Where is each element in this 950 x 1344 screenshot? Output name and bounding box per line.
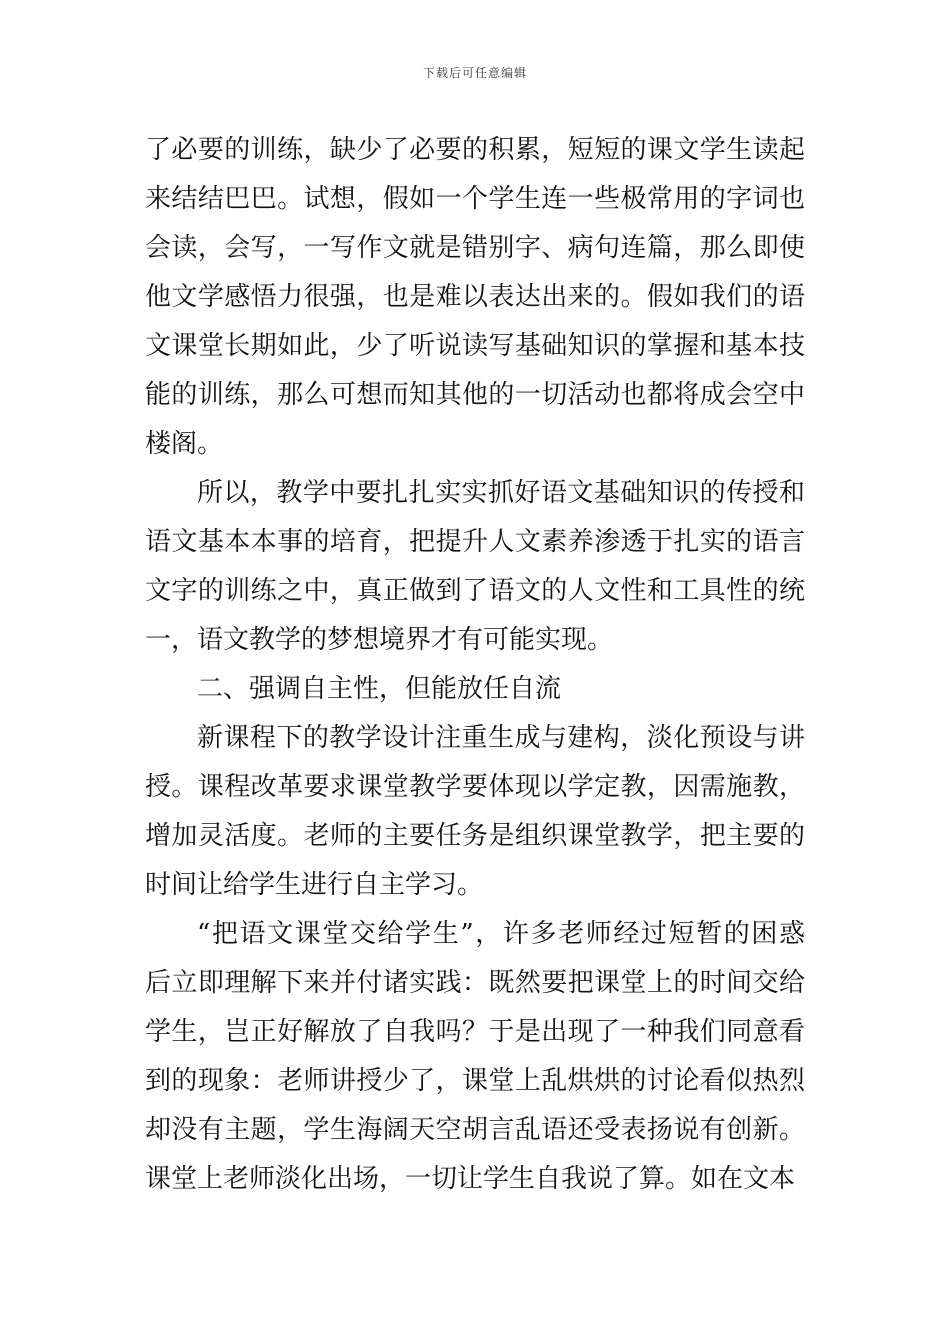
text-line: 时间让给学生进行自主学习。 [145, 870, 484, 900]
text-line: 他文学感悟力很强，也是难以表达出来的。假如我们的语 [145, 282, 805, 312]
page-header: 下载后可任意编辑 [422, 66, 527, 80]
body-text [145, 126, 805, 1204]
text-line: 了必要的训练，缺少了必要的积累，短短的课文学生读起 [145, 135, 805, 165]
text-line: 所以，教学中要扎扎实实抓好语文基础知识的传授和 [197, 478, 805, 508]
text-line: 文字的训练之中，真正做到了语文的人文性和工具性的统 [145, 576, 805, 606]
text-line: 文课堂长期如此，少了听说读写基础知识的掌握和基本技 [145, 331, 805, 361]
text-line: 学生，岂正好解放了自我吗？于是出现了一种我们同意看 [145, 1017, 805, 1047]
paragraph [145, 469, 805, 665]
text-line: 新课程下的教学设计注重生成与建构，淡化预设与讲 [197, 723, 805, 753]
text-line: 到的现象：老师讲授少了，课堂上乱烘烘的讨论看似热烈 [145, 1066, 805, 1096]
text-line: 增加灵活度。老师的主要任务是组织课堂教学，把主要的 [145, 821, 805, 851]
text-line: 课堂上老师淡化出场，一切让学生自我说了算。如在文本 [145, 1164, 796, 1194]
text-line: 授。课程改革要求课堂教学要体现以学定教，因需施教， [145, 772, 805, 802]
text-line: 能的训练，那么可想而知其他的一切活动也都将成会空中 [145, 380, 805, 410]
paragraph [145, 665, 805, 714]
paragraph [145, 714, 805, 910]
paragraph [145, 910, 805, 1204]
text-line: 会读，会写，一写作文就是错别字、病句连篇，那么即使 [145, 233, 805, 263]
text-line: 来结结巴巴。试想，假如一个学生连一些极常用的字词也 [145, 184, 805, 214]
text-line: 楼阁。 [145, 429, 224, 459]
text-line: 语文基本本事的培育，把提升人文素养渗透于扎实的语言 [145, 527, 805, 557]
paragraph [145, 126, 805, 469]
text-line: 一，语文教学的梦想境界才有可能实现。 [145, 625, 614, 655]
text-line: 却没有主题，学生海阔天空胡言乱语还受表扬说有创新。 [145, 1115, 805, 1145]
text-line: 二、强调自主性，但能放任自流 [197, 674, 562, 704]
text-line: 后立即理解下来并付诸实践：既然要把课堂上的时间交给 [145, 968, 805, 998]
text-line: “把语文课堂交给学生”，许多老师经过短暂的困惑 [197, 919, 805, 949]
